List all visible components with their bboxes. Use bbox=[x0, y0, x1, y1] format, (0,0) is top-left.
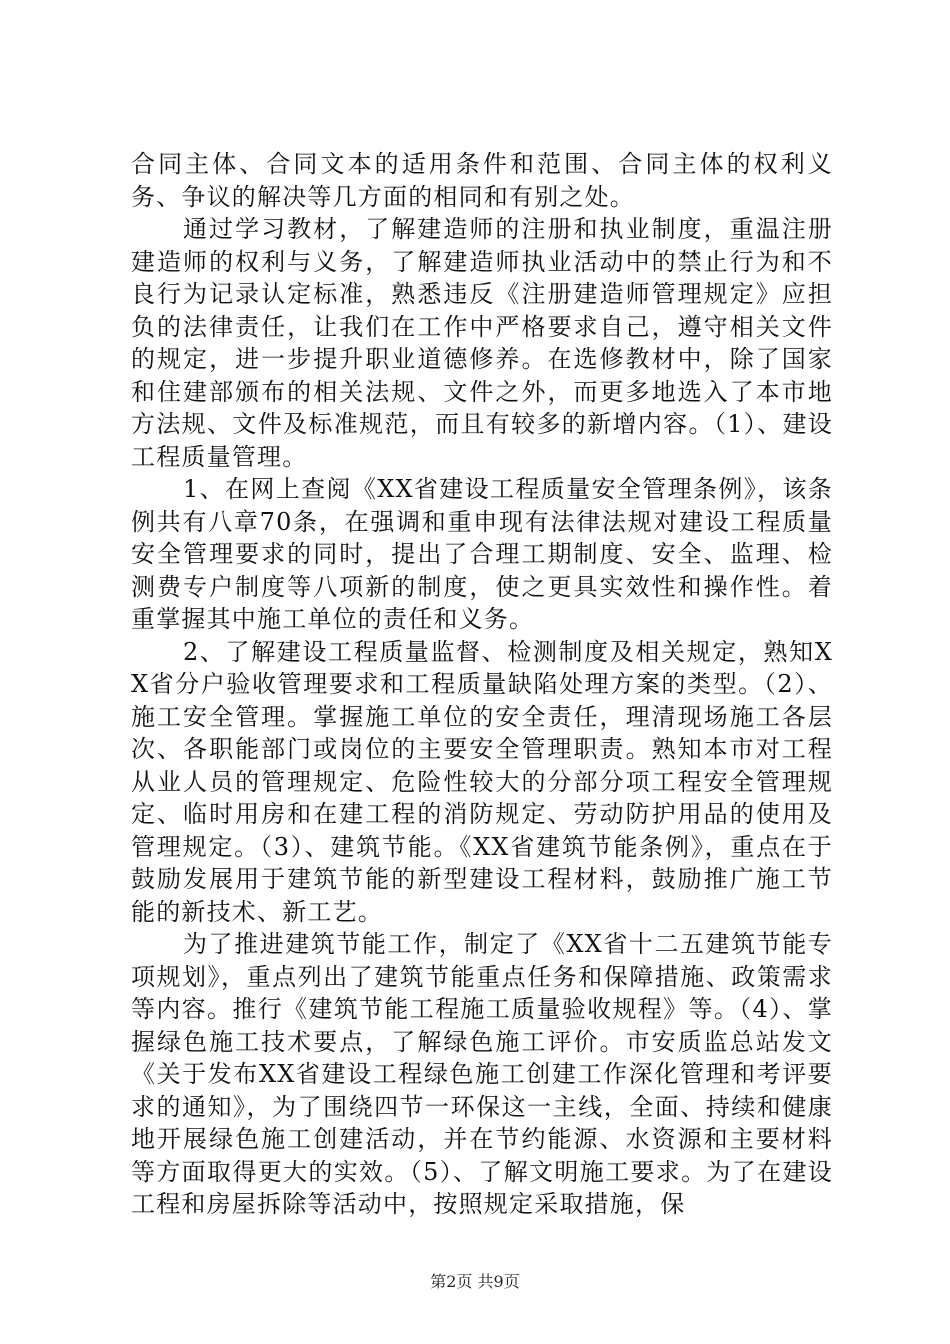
document-body bbox=[131, 148, 833, 1221]
page-number-footer: 第2页 共9页 bbox=[430, 1272, 520, 1291]
paragraph-2: 通过学习教材，了解建造师的注册和执业制度，重温注册建造师的权利与义务，了解建造师执业活动中的禁止行为和不良行为记录认定标准，熟悉违反《注册建造师管理规定》应担负的法律责任，让我们在工作中严格要求自己，遵守相关文件的规定，进一步提升职业道德修养。在选修教材中，除了国家和住建部颁布的相关法规、文件之外，而更多地选入了本市地方法规、文件及标准规范，而且有较多的新增内容。（1）、建设工程质量管理。 bbox=[131, 215, 833, 471]
paragraph-4: 2、了解建设工程质量监督、检测制度及相关规定，熟知XX省分户验收管理要求和工程质量缺陷处理方案的类型。（2）、施工安全管理。掌握施工单位的安全责任，理清现场施工各层次、各职能部门或岗位的主要安全管理职责。熟知本市对工程从业人员的管理规定、危险性较大的分部分项工程安全管理规定、临时用房和在建工程的消防规定、劳动防护用品的使用及管理规定。（3）、建筑节能。《XX省建筑节能条例》，重点在于鼓励发展用于建筑节能的新型建设工程材料，鼓励推广施工节能的新技术、新工艺。 bbox=[131, 637, 833, 926]
paragraph-1: 合同主体、合同文本的适用条件和范围、合同主体的权利义务、争议的解决等几方面的相同和有别之处。 bbox=[131, 150, 833, 211]
paragraph-3: 1、在网上查阅《XX省建设工程质量安全管理条例》，该条例共有八章70条，在强调和重申现有法律法规对建设工程质量安全管理要求的同时，提出了合理工期制度、安全、监理、检测费专户制度等八项新的制度，使之更具实效性和操作性。着重掌握其中施工单位的责任和义务。 bbox=[131, 475, 833, 633]
paragraph-5: 为了推进建筑节能工作，制定了《XX省十二五建筑节能专项规划》，重点列出了建筑节能重点任务和保障措施、政策需求等内容。推行《建筑节能工程施工质量验收规程》等。（4）、掌握绿色施工技术要点，了解绿色施工评价。市安质监总站发文《关于发布XX省建设工程绿色施工创建工作深化管理和考评要求的通知》，为了围绕四节一环保这一主线，全面、持续和健康地开展绿色施工创建活动，并在节约能源、水资源和主要材料等方面取得更大的实效。（5）、了解文明施工要求。为了在建设工程和房屋拆除等活动中，按照规定采取措施，保 bbox=[131, 930, 833, 1218]
